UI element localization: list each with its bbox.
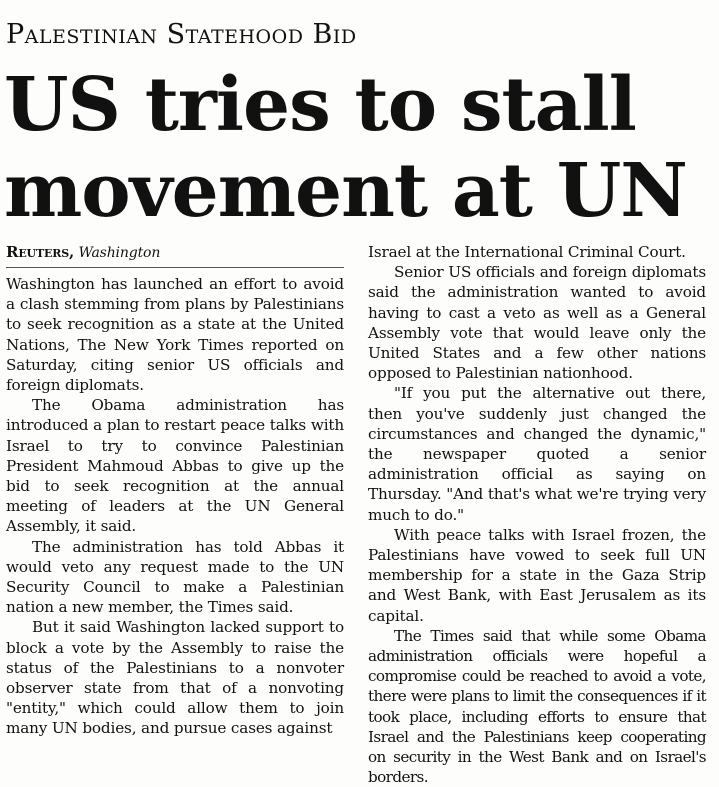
paragraph-continued: Israel at the International Criminal Court.: [368, 243, 686, 261]
headline-line-2: movement at UN: [4, 148, 687, 234]
headline: [4, 62, 687, 234]
paragraph: Senior US officials and foreign diplomats said the administration wanted to avoid having to cast a veto as well as a General Assembly vote that would leave only the United States and a few other nations opposed to Palestinian nationhood.: [368, 263, 706, 383]
column-left: [6, 242, 344, 787]
paragraph: Washington has launched an effort to avoid a clash stemming from plans by Palestinians to seek recognition as a state at the United Nations, The New York Times reported on Saturday, citing senior US officials and foreign diplomats.: [6, 275, 344, 395]
byline: [6, 242, 344, 268]
article-body: [6, 242, 706, 787]
paragraph: The Obama administration has introduced a plan to restart peace talks with Israel to try to convince Palestinian President Mahmoud Abbas to give up the bid to seek recognition at the annual meeting of leaders at the UN General Assembly, it said.: [6, 396, 344, 536]
paragraph: With peace talks with Israel frozen, the Palestinians have vowed to seek full UN membership for a state in the Gaza Strip and West Bank, with East Jerusalem as its capital.: [368, 525, 706, 625]
paragraph: "If you put the alternative out there, then you've suddenly just changed the circumstances and changed the dynamic," the newspaper quoted a senior administration official as saying on Thursday. "And that's what we're trying very much to do.": [368, 384, 706, 524]
headline-line-1: US tries to stall: [4, 62, 636, 148]
section-kicker: Palestinian Statehood Bid: [6, 19, 357, 50]
paragraph: The administration has told Abbas it would veto any request made to the UN Security Council to make a Palestinian nation a new member, the Times said.: [6, 537, 344, 617]
column-right: [368, 242, 706, 787]
paragraph: But it said Washington lacked support to block a vote by the Assembly to raise the status of the Palestinians to a nonvoter observer state from that of a nonvoting "entity," which could allow them to join many UN bodies, and pursue cases against: [6, 618, 344, 738]
paragraph: The Times said that while some Obama administration officials were hopeful a compromise could be reached to avoid a vote, there were plans to limit the consequences if it took place, including efforts to ensure that Israel and the Palestinians keep cooperating on security in the West Bank and on Israel's borders.: [368, 626, 706, 787]
byline-place: Washington: [78, 245, 161, 261]
byline-agency: Reuters,: [6, 243, 75, 261]
